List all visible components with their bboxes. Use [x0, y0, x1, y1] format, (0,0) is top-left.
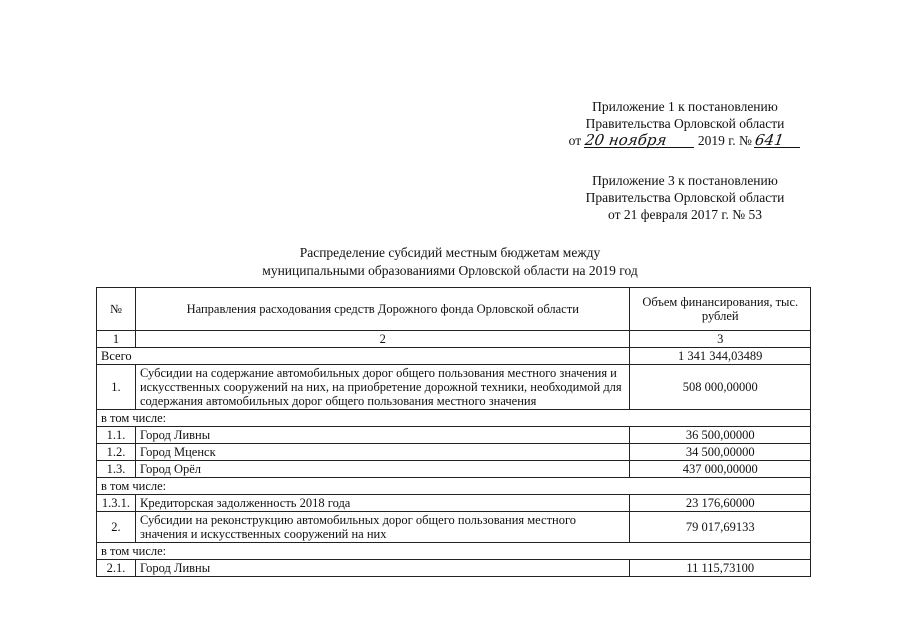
total-amount: 1 341 344,03489	[630, 348, 811, 365]
row-amount: 437 000,00000	[630, 461, 811, 478]
row-amount: 23 176,60000	[630, 495, 811, 512]
row-direction: Кредиторская задолженность 2018 года	[135, 495, 630, 512]
column-header-direction: Направления расходования средств Дорожного фонда Орловской области	[135, 288, 630, 331]
row-amount: 11 115,73100	[630, 560, 811, 577]
row-direction: Город Орёл	[135, 461, 630, 478]
row-amount: 79 017,69133	[630, 512, 811, 543]
subheading-row	[97, 410, 811, 427]
table-row	[97, 461, 811, 478]
row-number: 1.2.	[97, 444, 136, 461]
column-number-row	[97, 331, 811, 348]
appendix-1-line1: Приложение 1 к постановлению	[592, 99, 778, 114]
date-suffix: 2019 г. №	[697, 133, 752, 148]
document-title	[150, 244, 750, 280]
row-direction: Город Мценск	[135, 444, 630, 461]
row-amount: 34 500,00000	[630, 444, 811, 461]
row-number: 2.	[97, 512, 136, 543]
table-row	[97, 444, 811, 461]
row-number: 1.	[97, 365, 136, 410]
subheading-label: в том числе:	[97, 410, 811, 427]
subsidy-table	[96, 287, 811, 577]
row-number: 1.3.	[97, 461, 136, 478]
appendix-3-line1: Приложение 3 к постановлению	[592, 173, 778, 188]
handwritten-number: 641	[754, 133, 802, 148]
row-amount: 508 000,00000	[630, 365, 811, 410]
date-prefix: от	[568, 133, 582, 148]
row-direction: Город Ливны	[135, 427, 630, 444]
column-number-2: 2	[135, 331, 630, 348]
appendix-1-header	[540, 98, 830, 149]
table-row	[97, 512, 811, 543]
row-number: 1.3.1.	[97, 495, 136, 512]
table-row	[97, 560, 811, 577]
total-label: Всего	[97, 348, 630, 365]
total-row	[97, 348, 811, 365]
appendix-1-date-line	[540, 132, 830, 149]
row-direction: Субсидии на реконструкцию автомобильных дорог общего пользования местного значения и искусственных сооружений на них	[135, 512, 630, 543]
row-amount: 36 500,00000	[630, 427, 811, 444]
subheading-label: в том числе:	[97, 543, 811, 560]
appendix-3-line3: от 21 февраля 2017 г. № 53	[608, 207, 762, 222]
title-line1: Распределение субсидий местным бюджетам между	[299, 245, 601, 260]
subheading-row	[97, 478, 811, 495]
column-header-number: №	[97, 288, 136, 331]
column-number-1: 1	[97, 331, 136, 348]
subheading-label: в том числе:	[97, 478, 811, 495]
handwritten-date: 20 ноября	[583, 133, 695, 148]
row-number: 2.1.	[97, 560, 136, 577]
appendix-3-line2: Правительства Орловской области	[585, 190, 785, 205]
row-direction: Город Ливны	[135, 560, 630, 577]
appendix-1-line2: Правительства Орловской области	[585, 116, 785, 131]
column-number-3: 3	[630, 331, 811, 348]
column-header-amount: Объем финансирования, тыс. рублей	[630, 288, 811, 331]
title-line2: муниципальными образованиями Орловской области на 2019 год	[262, 263, 638, 278]
row-direction: Субсидии на содержание автомобильных дорог общего пользования местного значения и искусственных сооружений на них, на приобретение дорожной техники, необходимой для содержания автомобильных дорог общего пользования местного значения	[135, 365, 630, 410]
appendix-3-header	[540, 172, 830, 223]
row-number: 1.1.	[97, 427, 136, 444]
table-row	[97, 495, 811, 512]
table-row	[97, 365, 811, 410]
table-header-row	[97, 288, 811, 331]
subheading-row	[97, 543, 811, 560]
table-row	[97, 427, 811, 444]
